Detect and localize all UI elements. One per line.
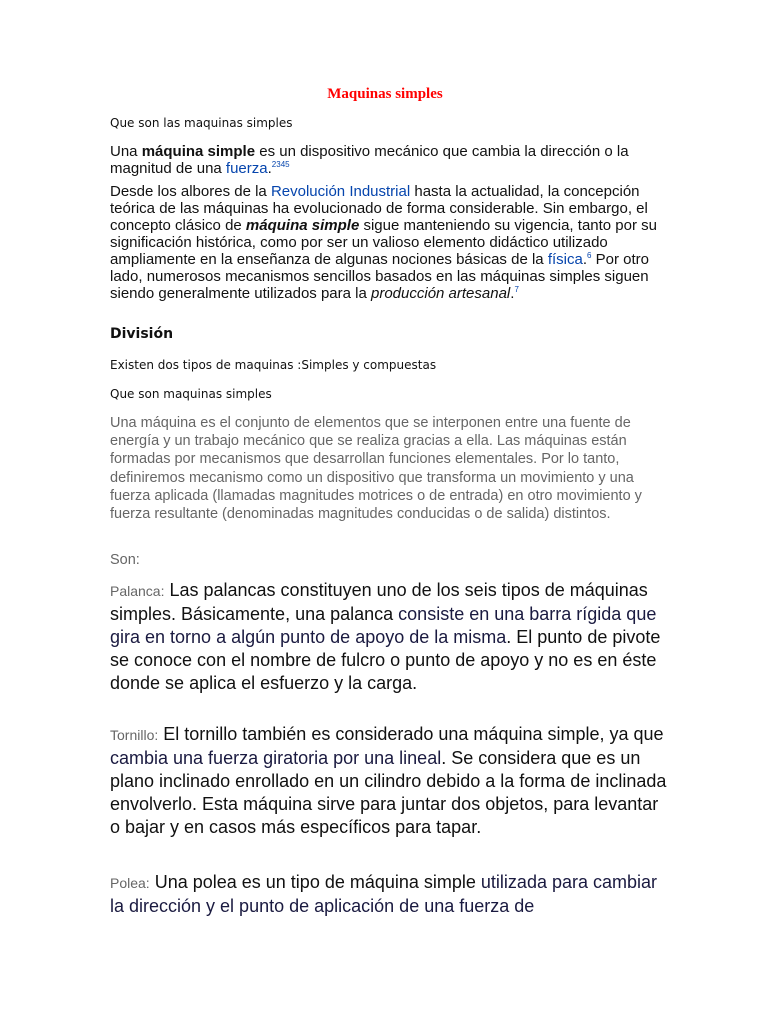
citation-ref[interactable]: 6	[587, 251, 592, 260]
bold-term: máquina simple	[141, 143, 256, 160]
section-heading-que-son-maquinas: Que son maquinas simples	[110, 387, 272, 401]
division-heading: División	[110, 326, 174, 342]
link-fuerza[interactable]: fuerza	[225, 160, 268, 177]
section-heading-que-son: Que son las maquinas simples	[110, 116, 293, 130]
label-tornillo: Tornillo:	[110, 727, 159, 743]
link-fisica[interactable]: física	[547, 251, 583, 268]
paragraph-tornillo: Tornillo: El tornillo también es considerado una máquina simple, ya que cambia una fuerza giratoria por una lineal. Se considera que es un plano inclinado enrollado en un cilindro debido a la forma de inclinada envolverlo. Esta máquina sirve para juntar dos objetos, para levantar o bajar y en casos más específicos para tapar.	[110, 724, 667, 837]
paragraph-definition: Una máquina simple es un dispositivo mecánico que cambia la dirección o la magnitud de una fuerza.$^{2345}$	[110, 143, 629, 177]
paragraph-maquina-definition: Una máquina es el conjunto de elementos que se interponen entre una fuente de energía y un trabajo mecánico que se realiza gracias a ella. Las máquinas están formadas por mecanismos que desarrollan funciones elementales. Por lo tanto, definiremos mecanismo como un dispositivo que transforma un movimiento y una fuerza aplicada (llamadas magnitudes motrices o de entrada) en otro movimiento y fuerza resultante (denominadas magnitudes conducidas o de salida) distintos.	[110, 415, 642, 523]
paragraph-palanca: Palanca: Las palancas constituyen uno de los seis tipos de máquinas simples. Básicamente, una palanca consiste en una barra rígida que gira en torno a algún punto de apoyo de la misma. El punto de pivote se conoce con el nombre de fulcro o punto de apoyo y no es en éste donde se aplica el esfuerzo y la carga.	[110, 580, 661, 693]
citation-ref[interactable]: 7	[514, 285, 519, 294]
paragraph-polea: Polea: Una polea es un tipo de máquina simple utilizada para cambiar la dirección y el punto de aplicación de una fuerza de	[110, 872, 658, 916]
section-heading-tipos: Existen dos tipos de maquinas :Simples y compuestas	[110, 358, 437, 372]
label-palanca: Palanca:	[110, 583, 165, 599]
link-revolucion-industrial[interactable]: Revolución Industrial	[270, 183, 411, 200]
citation-ref[interactable]: 2345	[271, 160, 290, 169]
label-polea: Polea:	[110, 875, 150, 891]
paragraph-history: Desde los albores de la Revolución Industrial hasta la actualidad, la concepción teórica de las máquinas ha evolucionado de forma considerable. Sin embargo, el concepto clásico de máquina simple sigue manteniendo su vigencia, tanto por su significación histórica, como por ser un valioso elemento didáctico utilizado ampliamente en la enseñanza de algunas nociones básicas de la física.$^6$ Por otro lado, numerosos mecanismos sencillos basados en las máquinas simples siguen siendo generalmente utilizados para la producción artesanal.$^7$	[110, 183, 657, 302]
label-son: Son:	[110, 552, 140, 568]
page-title: Maquinas simples	[327, 86, 443, 102]
italic-term: producción artesanal	[371, 285, 511, 302]
bold-italic-term: máquina simple	[245, 217, 360, 234]
